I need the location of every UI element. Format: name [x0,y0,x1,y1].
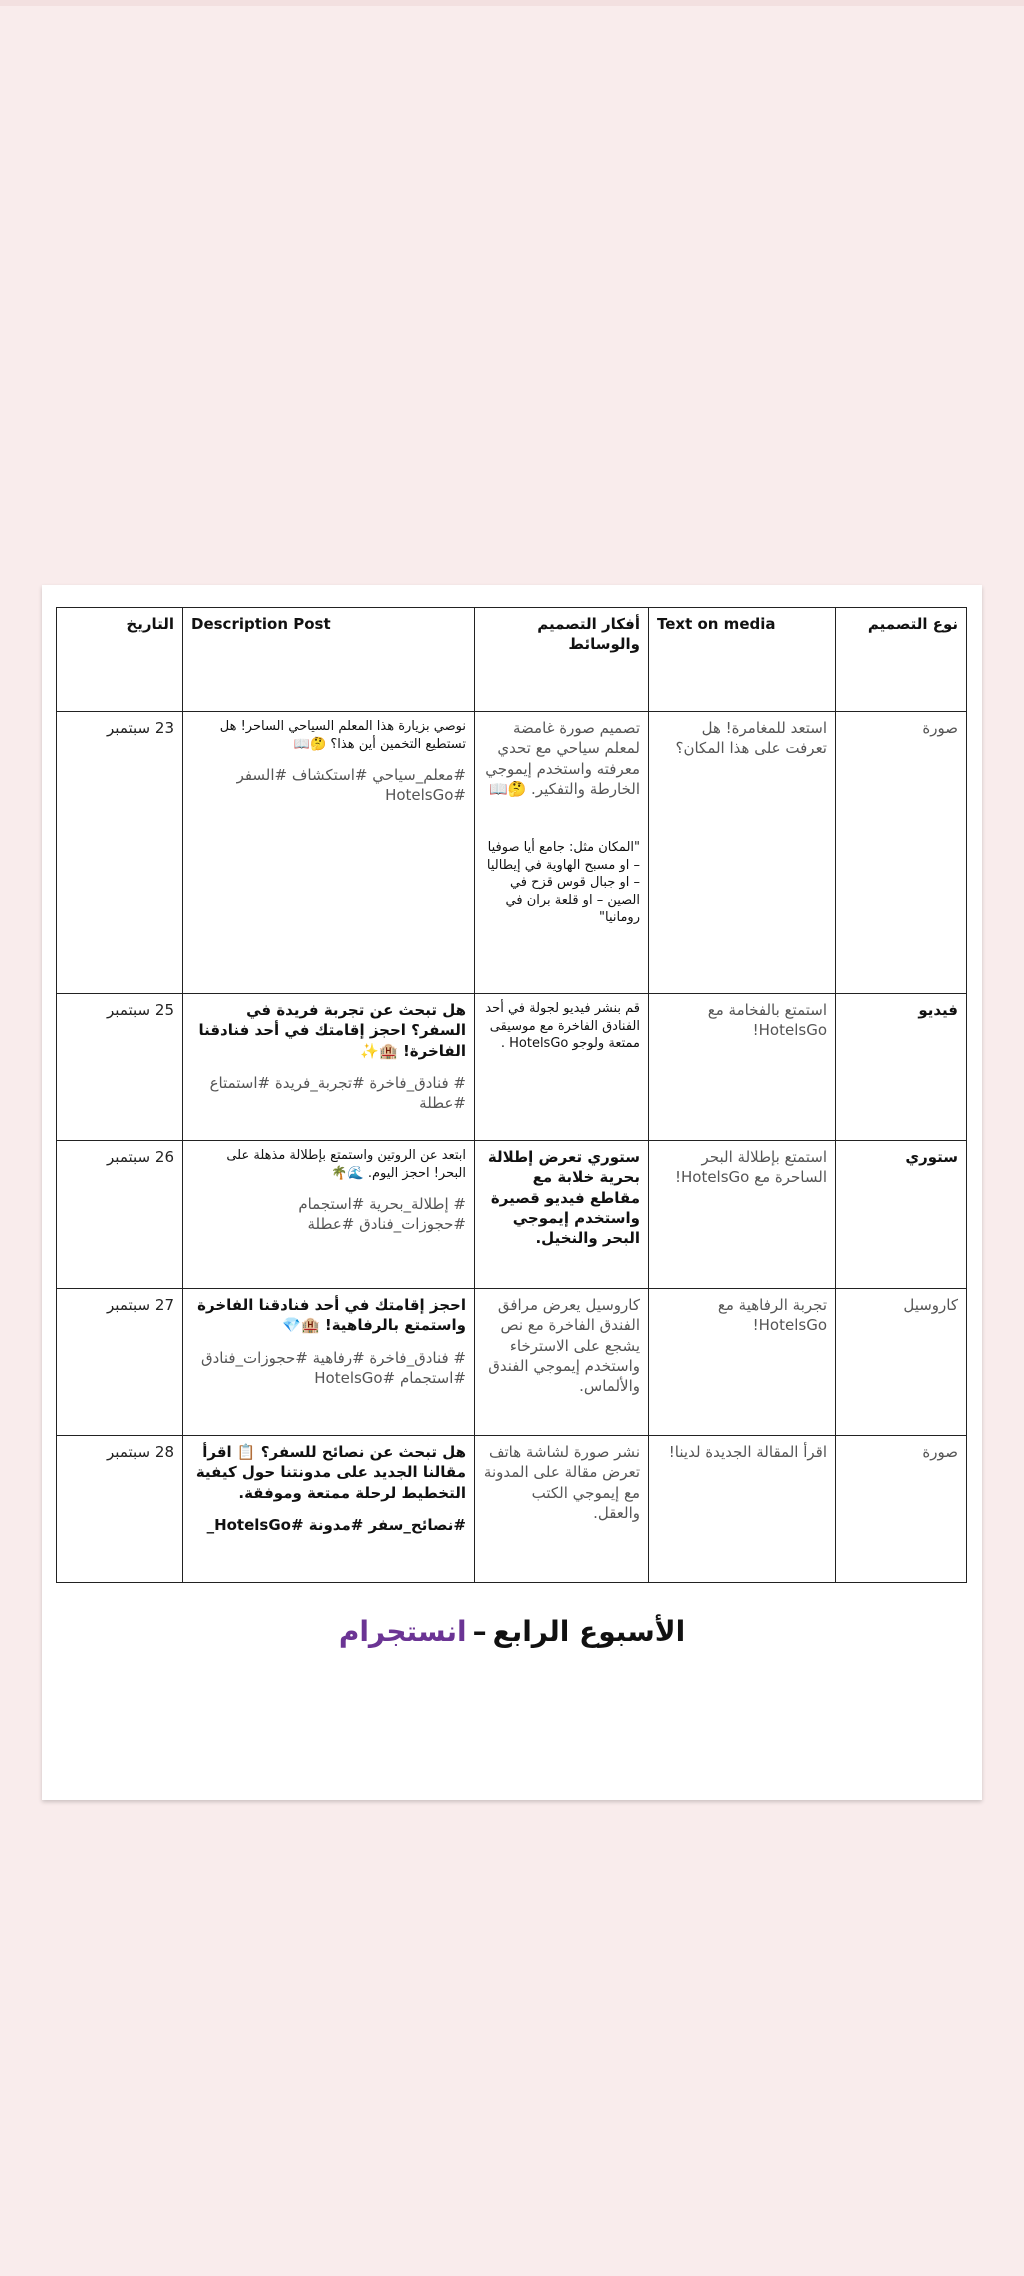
week-heading [42,1615,982,1648]
row-design-type: ستوري [836,1141,967,1289]
table-row [57,994,967,1141]
row-date: 28 سبتمبر [57,1436,183,1583]
table-header-row [57,608,967,712]
top-edge [0,0,1024,6]
table-row [57,1141,967,1289]
description-hashtags: #نصائح_سفر #مدونة #HotelsGo_ [206,1515,466,1534]
description-hashtags: # فنادق_فاخرة #تجربة_فريدة #استمتاع #عطلة [209,1073,466,1112]
row-ideas: كاروسيل يعرض مرافق الفندق الفاخرة مع نص يشجع على الاسترخاء واستخدم إيموجي الفندق والألماس. [475,1289,649,1436]
row-ideas: نشر صورة لشاشة هاتف تعرض مقالة على المدونة مع إيموجي الكتب والعقل. [475,1436,649,1583]
header-design-type: نوع التصميم [836,608,967,712]
content-plan-table [56,607,967,1583]
description-text: نوصي بزيارة هذا المعلم السياحي الساحر! هل تستطيع التخمين أين هذا؟ 🤔📖 [219,719,466,752]
row-text-on-media: اقرأ المقالة الجديدة لدينا! [649,1436,836,1583]
row-ideas: قم بنشر فيديو لجولة في أحد الفنادق الفاخرة مع موسيقى ممتعة ولوجو HotelsGo . [475,994,649,1141]
row-ideas [475,712,649,994]
row-text-on-media: استعد للمغامرة! هل تعرفت على هذا المكان؟ [649,712,836,994]
document-page [42,585,982,1800]
description-text: هل تبحث عن نصائح للسفر؟ 📋 اقرأ مقالنا الجديد على مدونتنا حول كيفية التخطيط لرحلة ممتعة وموفقة. [195,1443,466,1502]
row-text-on-media: تجربة الرفاهية مع HotelsGo! [649,1289,836,1436]
description-hashtags: #معلم_سياحي #استكشاف #السفر #HotelsGo [236,766,466,805]
description-hashtags: # فنادق_فاخرة #رفاهية #حجوزات_فنادق #استجمام #HotelsGo [200,1348,466,1387]
row-date: 23 سبتمبر [57,712,183,994]
row-design-type: فيديو [836,994,967,1141]
row-date: 27 سبتمبر [57,1289,183,1436]
row-date: 25 سبتمبر [57,994,183,1141]
table-row [57,1289,967,1436]
description-hashtags: # إطلالة_بحرية #استجمام #حجوزات_فنادق #عطلة [298,1195,466,1234]
row-description [183,1289,475,1436]
row-design-type: كاروسيل [836,1289,967,1436]
row-description [183,994,475,1141]
table-row [57,712,967,994]
row-description [183,712,475,994]
row-text-on-media: استمتع بالفخامة مع HotelsGo! [649,994,836,1141]
header-ideas: أفكار التصميم والوسائط [475,608,649,712]
ideas-note: "المكان مثل: جامع أيا صوفيا – او مسبح الهاوية في إيطاليا – او جبال قوس قزح في الصين – او قلعة بران في رومانيا" [486,840,640,926]
row-description [183,1141,475,1289]
row-description [183,1436,475,1583]
row-date: 26 سبتمبر [57,1141,183,1289]
description-text: احجز إقامتك في أحد فنادقنا الفاخرة واستمتع بالرفاهية! 🏨💎 [197,1296,466,1335]
heading-main: الأسبوع الرابع [492,1615,686,1648]
heading-platform: انستجرام [338,1615,467,1648]
description-text: هل تبحث عن تجربة فريدة في السفر؟ احجز إقامتك في أحد فنادقنا الفاخرة! 🏨✨ [198,1001,466,1060]
row-design-type: صورة [836,712,967,994]
table-row [57,1436,967,1583]
row-text-on-media: استمتع بإطلالة البحر الساحرة مع HotelsGo! [649,1141,836,1289]
description-text: ابتعد عن الروتين واستمتع بإطلالة مذهلة على البحر! احجز اليوم. 🌊🌴 [226,1148,466,1181]
header-date: التاريخ [57,608,183,712]
heading-separator: – [472,1615,487,1648]
header-description: Description Post [183,608,475,712]
row-ideas: ستوري تعرض إطلالة بحرية خلابة مع مقاطع فيديو قصيرة واستخدم إيموجي البحر والنخيل. [475,1141,649,1289]
ideas-text: تصميم صورة غامضة لمعلم سياحي مع تحدي معرفته واستخدم إيموجي الخارطة والتفكير. 🤔📖 [485,719,640,798]
header-text-on-media: Text on media [649,608,836,712]
row-design-type: صورة [836,1436,967,1583]
